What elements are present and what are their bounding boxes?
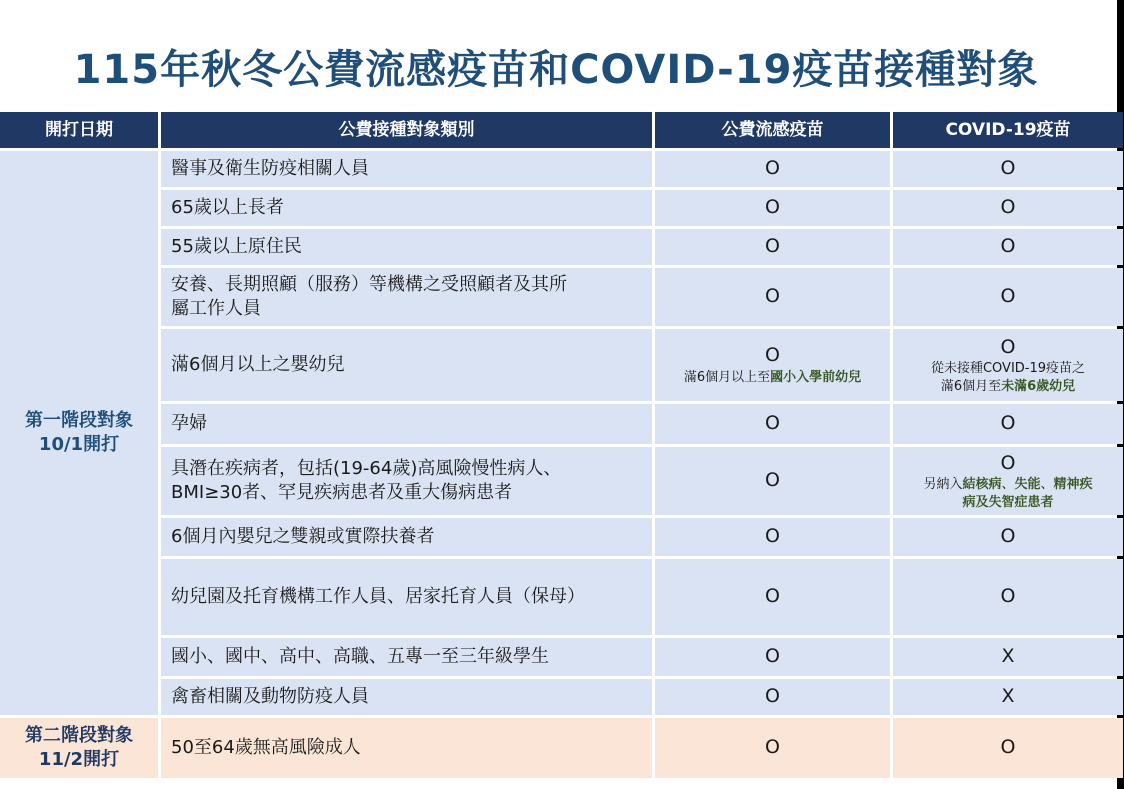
covid-note-line2	[941, 378, 1075, 396]
flu-mark: O	[765, 344, 780, 367]
covid-note-highlight: 未滿6歲幼兒	[1001, 378, 1076, 394]
header-category: 公費接種對象類別	[161, 112, 652, 148]
row-category	[161, 447, 652, 515]
covid-note-text: 另納入	[923, 477, 963, 493]
row-category: 65歲以上長者	[161, 190, 652, 226]
flu-mark: O	[655, 190, 890, 226]
covid-note-sep: 、	[1001, 477, 1015, 493]
covid-mark: O	[893, 268, 1123, 326]
covid-note-line1	[923, 476, 1092, 494]
row-category-line1: 具潛在疾病者，包括(19-64歲)高風險慢性病人、	[171, 457, 562, 479]
row-category	[161, 268, 652, 326]
flu-mark: O	[655, 518, 890, 556]
flu-mark: O	[655, 404, 890, 444]
flu-mark: O	[655, 268, 890, 326]
covid-mark-cell	[893, 447, 1123, 515]
covid-note-line2	[962, 494, 1053, 512]
flu-mark: O	[655, 151, 890, 187]
covid-note-highlight: 精神疾	[1053, 477, 1093, 493]
flu-note	[684, 369, 861, 387]
row-category-line1: 安養、長期照顧（服務）等機構之受照顧者及其所	[171, 273, 567, 295]
covid-mark: O	[893, 718, 1123, 778]
covid-note-line1: 從未接種COVID-19疫苗之	[930, 361, 1086, 377]
flu-mark: O	[655, 229, 890, 265]
covid-mark: X	[893, 638, 1123, 676]
flu-mark: O	[655, 679, 890, 715]
covid-note-sep: 、	[1040, 477, 1054, 493]
flu-note-highlight: 國小入學前幼兒	[770, 370, 862, 386]
stage-1-name: 第一階段對象	[25, 409, 133, 431]
row-category-line2: 屬工作人員	[171, 298, 261, 319]
covid-note-highlight: 結核病	[962, 477, 1002, 493]
flu-mark-cell	[655, 329, 890, 401]
stage-1-date: 10/1開打	[38, 434, 120, 455]
row-category: 滿6個月以上之嬰幼兒	[161, 329, 652, 401]
covid-mark: X	[893, 679, 1123, 715]
covid-mark: O	[893, 151, 1123, 187]
covid-mark: O	[1000, 335, 1016, 358]
row-category: 幼兒園及托育機構工作人員、居家托育人員（保母）	[161, 559, 652, 635]
stage-2-name: 第二階段對象	[25, 724, 133, 746]
covid-note-highlight: 病及失智症患者	[962, 494, 1054, 510]
flu-mark: O	[655, 638, 890, 676]
eligibility-table	[0, 112, 1114, 778]
covid-mark-cell	[893, 329, 1123, 401]
row-category: 國小、國中、高中、高職、五專一至三年級學生	[161, 638, 652, 676]
covid-mark: O	[893, 404, 1123, 444]
page-title: 115年秋冬公費流感疫苗和COVID-19疫苗接種對象	[73, 47, 1039, 93]
row-category: 6個月內嬰兒之雙親或實際扶養者	[161, 518, 652, 556]
stage-2-cell	[0, 718, 158, 778]
covid-mark: O	[893, 559, 1123, 635]
flu-note-text: 滿6個月以上至	[683, 370, 771, 386]
row-category: 禽畜相關及動物防疫人員	[161, 679, 652, 715]
flu-mark: O	[655, 447, 890, 515]
header-date: 開打日期	[0, 112, 158, 148]
covid-mark: O	[1000, 451, 1016, 474]
row-category: 孕婦	[161, 404, 652, 444]
covid-mark: O	[893, 229, 1123, 265]
covid-mark: O	[893, 518, 1123, 556]
covid-note-text: 滿6個月至	[940, 378, 1002, 394]
stage-1-cell	[0, 151, 158, 715]
flu-mark: O	[655, 559, 890, 635]
stage-2-date: 11/2開打	[38, 749, 120, 770]
flu-mark: O	[655, 718, 890, 778]
covid-mark: O	[893, 190, 1123, 226]
row-category: 50至64歲無高風險成人	[161, 718, 652, 778]
row-category-line2: BMI≥30者、罕見疾病患者及重大傷病患者	[171, 482, 513, 503]
header-flu: 公費流感疫苗	[655, 112, 890, 148]
covid-note-highlight: 失能	[1014, 477, 1041, 493]
row-category: 55歲以上原住民	[161, 229, 652, 265]
header-covid: COVID-19疫苗	[893, 112, 1123, 148]
row-category: 醫事及衛生防疫相關人員	[161, 151, 652, 187]
